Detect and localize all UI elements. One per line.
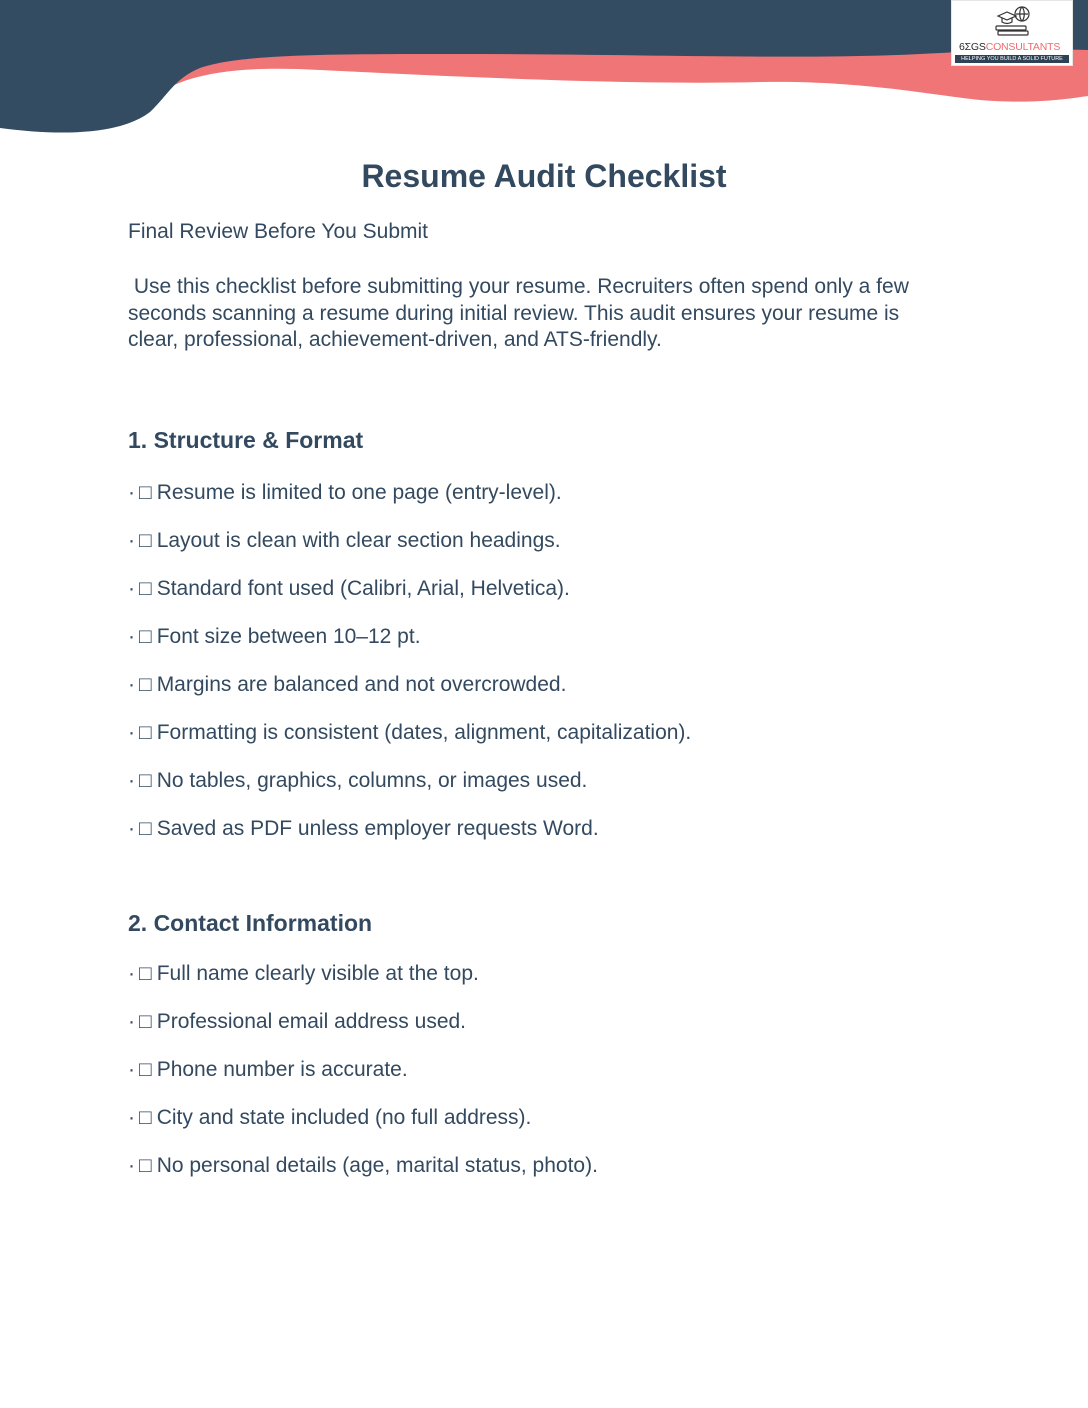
checkbox-icon[interactable]: □ — [139, 817, 152, 840]
section-heading-contact-information: 2. Contact Information — [128, 910, 373, 936]
bullet: · — [128, 481, 135, 504]
logo-name-part1: 6ΣGS — [959, 41, 986, 53]
checkbox-icon[interactable]: □ — [139, 1010, 152, 1033]
checkbox-icon[interactable]: □ — [139, 529, 152, 552]
bullet: · — [128, 721, 135, 744]
checklist-item — [128, 721, 691, 745]
checkbox-icon[interactable]: □ — [139, 721, 152, 744]
checklist-item — [128, 1154, 598, 1178]
checklist-item — [128, 817, 599, 841]
checklist-item — [128, 577, 570, 601]
checkbox-icon[interactable]: □ — [139, 1058, 152, 1081]
checklist-item — [128, 1106, 531, 1130]
bullet: · — [128, 577, 135, 600]
checkbox-icon[interactable]: □ — [139, 962, 152, 985]
checkbox-icon[interactable]: □ — [139, 673, 152, 696]
checklist-item — [128, 1010, 466, 1034]
graduation-books-globe-icon — [992, 4, 1032, 38]
checklist-item-text: Margins are balanced and not overcrowded. — [156, 673, 567, 696]
header-wave-decoration — [0, 0, 1088, 140]
checklist-item — [128, 1058, 408, 1082]
bullet: · — [128, 625, 135, 648]
checklist-item-text: Standard font used (Calibri, Arial, Helvetica). — [156, 577, 570, 600]
checklist-item — [128, 529, 561, 553]
document-subtitle: Final Review Before You Submit — [128, 220, 428, 243]
checklist-item-text: Professional email address used. — [156, 1010, 467, 1033]
checkbox-icon[interactable]: □ — [139, 1154, 152, 1177]
document-title: Resume Audit Checklist — [361, 158, 727, 194]
checklist-item-text: Saved as PDF unless employer requests Word. — [156, 817, 599, 840]
checklist-item-text: No tables, graphics, columns, or images used. — [156, 769, 588, 792]
logo-tagline: HELPING YOU BUILD A SOLID FUTURE — [955, 55, 1069, 63]
bullet: · — [128, 1058, 135, 1081]
bullet: · — [128, 1010, 135, 1033]
checkbox-icon[interactable]: □ — [139, 577, 152, 600]
bullet: · — [128, 962, 135, 985]
checkbox-icon[interactable]: □ — [139, 481, 152, 504]
checklist-item — [128, 962, 479, 986]
bullet: · — [128, 529, 135, 552]
company-logo — [951, 0, 1073, 66]
bullet: · — [128, 817, 135, 840]
section-heading-structure-format: 1. Structure & Format — [128, 427, 364, 453]
checklist-item-text: Formatting is consistent (dates, alignment, capitalization). — [156, 721, 692, 744]
checklist-item-text: Resume is limited to one page (entry-level). — [156, 481, 562, 504]
checklist-item-text: Font size between 10–12 pt. — [156, 625, 421, 648]
checkbox-icon[interactable]: □ — [139, 625, 152, 648]
checklist-item — [128, 673, 566, 697]
bullet: · — [128, 673, 135, 696]
checklist-item-text: No personal details (age, marital status, photo). — [156, 1154, 598, 1177]
intro-paragraph — [128, 274, 948, 354]
intro-text: Use this checklist before submitting your resume. Recruiters often spend only a few seconds scanning a resume during initial review. This audit ensures your resume is clear, professional, achievement-driven, and ATS-friendly. — [128, 275, 909, 351]
bullet: · — [128, 1154, 135, 1177]
checkbox-icon[interactable]: □ — [139, 1106, 152, 1129]
checklist-item — [128, 625, 421, 649]
checklist-item — [128, 769, 587, 793]
checkbox-icon[interactable]: □ — [139, 769, 152, 792]
logo-company-name — [959, 41, 1060, 53]
checklist-item-text: Layout is clean with clear section headings. — [156, 529, 561, 552]
logo-name-part2: CONSULTANTS — [985, 41, 1061, 53]
checklist-item — [128, 481, 562, 505]
bullet: · — [128, 769, 135, 792]
bullet: · — [128, 1106, 135, 1129]
checklist-item-text: Full name clearly visible at the top. — [156, 962, 479, 985]
checklist-item-text: Phone number is accurate. — [156, 1058, 408, 1081]
checklist-item-text: City and state included (no full address). — [156, 1106, 532, 1129]
